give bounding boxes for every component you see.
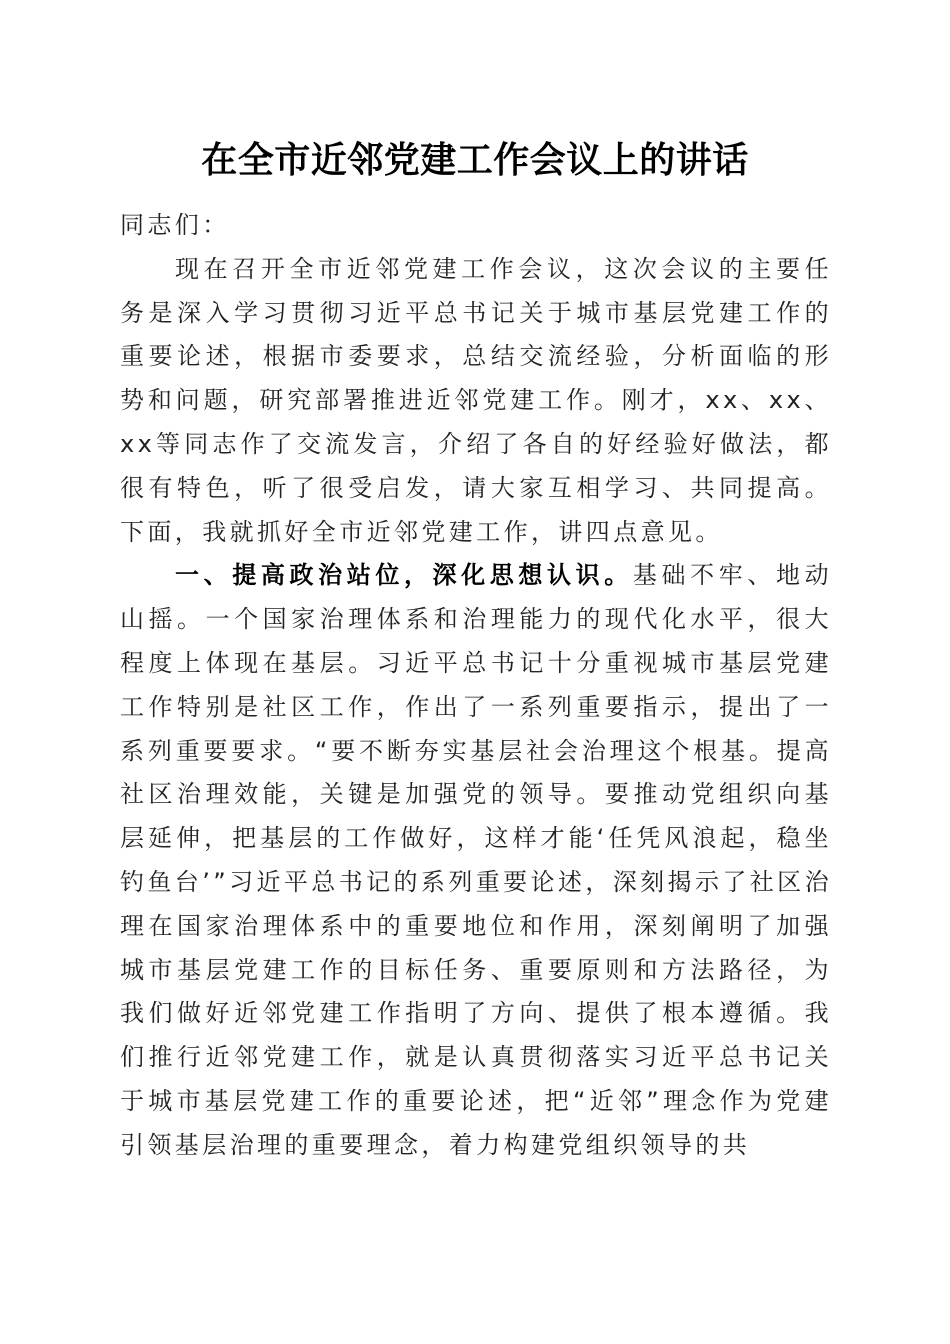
salutation: 同志们： xyxy=(120,211,230,239)
paragraph-text: 现在召开全市近邻党建工作会议，这次会议的主要任务是深入学习贯彻习近平总书记关于城市基层党建工作的重要论述，根据市委要求，总结交流经验，分析面临的形势和问题，研究部署推进近邻党建工作。刚才，xx、xx、xx等同志作了交流发言，介绍了各自的好经验好做法，都很有特色，听了很受启发，请大家互相学习、共同提高。下面，我就抓好全市近邻党建工作，讲四点意见。 xyxy=(120,254,832,546)
paragraph-section-one xyxy=(120,554,832,1167)
paragraph-opening xyxy=(120,248,832,555)
section-heading: 一、提高政治站位，深化思想认识。 xyxy=(175,561,633,590)
paragraph-text: 基础不牢、地动山摇。一个国家治理体系和治理能力的现代化水平，很大程度上体现在基层。习近平总书记十分重视城市基层党建工作特别是社区工作，作出了一系列重要指示，提出了一系列重要要求。“要不断夯实基层社会治理这个根基。提高社区治理效能，关键是加强党的领导。要推动党组织向基层延伸，把基层的工作做好，这样才能‘任凭风浪起，稳坐钓鱼台’”习近平总书记的系列重要论述，深刻揭示了社区治理在国家治理体系中的重要地位和作用，深刻阐明了加强城市基层党建工作的目标任务、重要原则和方法路径，为我们做好近邻党建工作指明了方向、提供了根本遵循。我们推行近邻党建工作，就是认真贯彻落实习近平总书记关于城市基层党建工作的重要论述，把“近邻”理念作为党建引领基层治理的重要理念，着力构建党组织领导的共 xyxy=(120,561,832,1159)
document-title: 在全市近邻党建工作会议上的讲话 xyxy=(201,139,749,181)
document-body xyxy=(120,204,832,1168)
